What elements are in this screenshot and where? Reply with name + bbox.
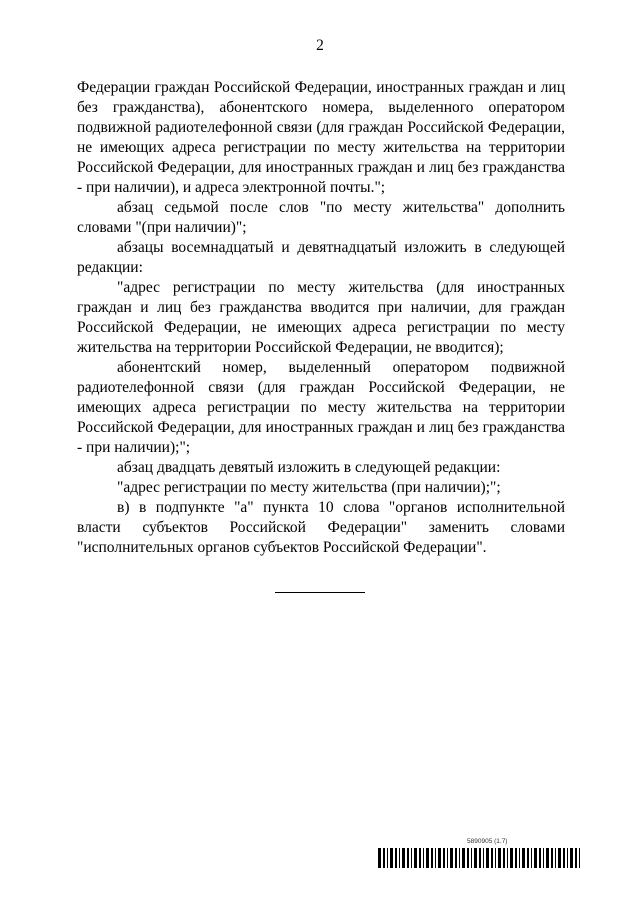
barcode-code: 5890905 (1.7): [467, 838, 508, 845]
paragraph: абонентский номер, выделенный оператором подвижной радиотелефонной связи (для граждан Российской Федерации, не имеющих адреса регистрации по месту жительства на территории Российской Федерации, для иностранных граждан и лиц без гражданства - при наличии);";: [77, 359, 565, 456]
paragraph: абзацы восемнадцатый и девятнадцатый изложить в следующей редакции:: [77, 239, 565, 276]
paragraph: абзац двадцать девятый изложить в следующей редакции:: [117, 459, 501, 476]
paragraph: абзац седьмой после слов "по месту жительства" дополнить словами "(при наличии)";: [77, 199, 565, 236]
paragraph: "адрес регистрации по месту жительства (при наличии);";: [117, 479, 501, 496]
paragraph: Федерации граждан Российской Федерации, иностранных граждан и лиц без гражданства), абонентского номера, выделенного оператором подвижной радиотелефонной связи (для граждан Российской Федерации, не имеющих адреса регистрации по месту жительства на территории Российской Федерации, для иностранных граждан и лиц без гражданства - при наличии), и адреса электронной почты.";: [77, 79, 565, 196]
document-body: [77, 78, 565, 558]
paragraph: в) в подпункте "а" пункта 10 слова "органов исполнительной власти субъектов Российской Федерации" заменить словами "исполнительных органов субъектов Российской Федерации".: [77, 499, 565, 556]
barcode-image: [378, 848, 584, 868]
end-separator-line: [275, 592, 365, 593]
paragraph: "адрес регистрации по месту жительства (для иностранных граждан и лиц без гражданства вводится при наличии, для граждан Российской Федерации, не имеющих адреса регистрации по месту жительства на территории Российской Федерации, не вводится);: [77, 279, 565, 356]
page-number: 2: [316, 37, 324, 54]
